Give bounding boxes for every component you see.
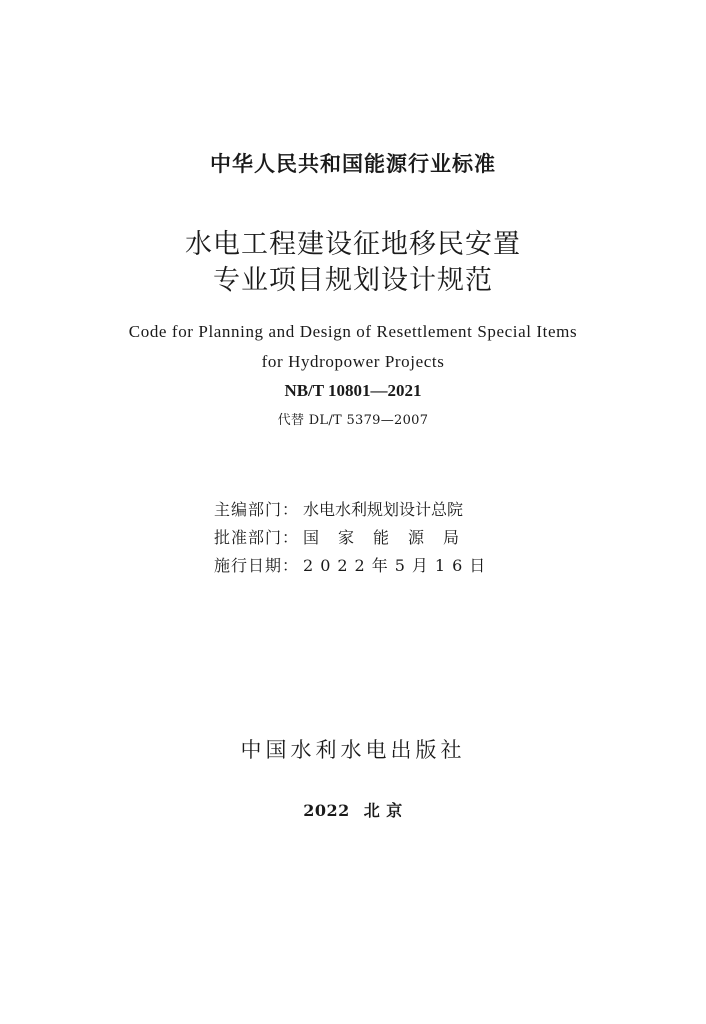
editor-label: 主编部门：: [214, 500, 300, 519]
approver-label: 批准部门：: [214, 528, 300, 547]
effective-date-label: 施行日期：: [214, 556, 300, 575]
standard-category: 中华人民共和国能源行业标准: [210, 152, 496, 176]
publication-info: [214, 496, 492, 580]
title-cn-line1: 水电工程建设征地移民安置: [185, 229, 521, 260]
approver-row: [214, 524, 492, 552]
title-en-line2: for Hydropower Projects: [261, 352, 445, 371]
title-cn-line2: 专业项目规划设计规范: [213, 265, 493, 296]
approver-value: 国家能源局: [303, 528, 479, 547]
editor-value: 水电水利规划设计总院: [303, 500, 464, 519]
imprint-year: 2022: [303, 801, 350, 820]
standard-number: NB/T 10801—2021: [284, 381, 422, 400]
effective-date-row: [214, 552, 492, 580]
imprint: [0, 798, 706, 821]
editor-row: [214, 496, 492, 524]
title-en-line1: Code for Planning and Design of Resettlement Special Items: [128, 322, 578, 341]
replaces-standard: 代替 DL/T 5379—2007: [277, 413, 429, 428]
effective-date-value: 2022年5月16日: [303, 556, 493, 575]
imprint-city: 北 京: [363, 801, 403, 820]
publisher-name: 中国水利水电出版社: [240, 738, 466, 762]
